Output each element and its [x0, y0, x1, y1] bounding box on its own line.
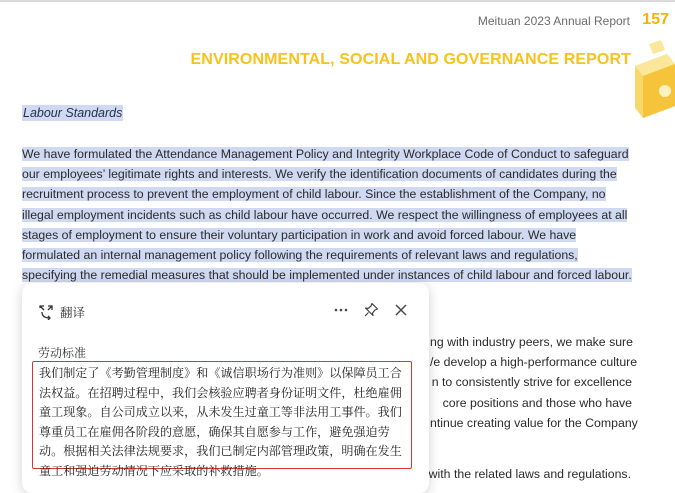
popup-header	[38, 303, 85, 321]
page-title: ENVIRONMENTAL, SOCIAL AND GOVERNANCE REPORT	[190, 51, 631, 68]
translation-text[interactable]: 我们制定了《考勤管理制度》和《诚信职场行为准则》以保障员工合法权益。在招聘过程中，我们会核验应聘者身份证明文件，杜绝雇佣童工现象。自公司成立以来，从未发生过童工等非法用工事件。我们尊重员工在雇佣各阶段的意愿，确保其自愿参与工作，避免强迫劳动。根据相关法律法规要求，我们已制定内部管理政策，明确在发生童工和强迫劳动情况下应采取的补救措施。	[39, 366, 402, 478]
selected-paragraph-text[interactable]: We have formulated the Attendance Management Policy and Integrity Workplace Code of Conduct to safeguard our employees’ legitimate rights and interests. We verify the identification documents of candidates during the recruitment process to prevent the employment of child labour. Since the establishment of the Company, no illegal employment incidents such as child labour have occurred. We respect the willingness of employees at all stages of employment to ensure their voluntary participation in work and avoid forced labour. We have formulated an internal management policy following the requirements of relevant laws and regulations, specifying the remedial measures that should be implemented under instances of child labour and forced labour.	[22, 147, 632, 283]
occluded-text-block	[430, 332, 638, 433]
text-line: ntinue creating value for the Company	[430, 415, 638, 430]
page-number: 157	[642, 11, 669, 28]
popup-actions	[333, 302, 409, 318]
text-line: n to consistently strive for excellence	[431, 375, 632, 390]
more-icon[interactable]	[333, 302, 349, 318]
report-name: Meituan 2023 Annual Report	[477, 14, 630, 28]
close-icon[interactable]	[393, 302, 409, 318]
text-line: core positions and those who have	[442, 395, 632, 410]
text-line: with the related laws and regulations.	[428, 467, 631, 481]
translate-icon	[38, 304, 54, 320]
text-line: ng with industry peers, we make sure	[430, 335, 633, 349]
section-heading: Labour Standards	[23, 106, 123, 120]
decorative-illustration	[605, 36, 675, 136]
translation-result-box	[32, 361, 412, 478]
translated-heading: 劳动标准	[38, 346, 87, 360]
text-line: /e develop a high-performance culture	[430, 355, 638, 370]
body-paragraph	[22, 144, 634, 285]
translation-popup	[22, 283, 429, 493]
popup-title: 翻译	[60, 306, 86, 320]
pin-icon[interactable]	[363, 302, 379, 318]
header-divider	[0, 0, 675, 2]
